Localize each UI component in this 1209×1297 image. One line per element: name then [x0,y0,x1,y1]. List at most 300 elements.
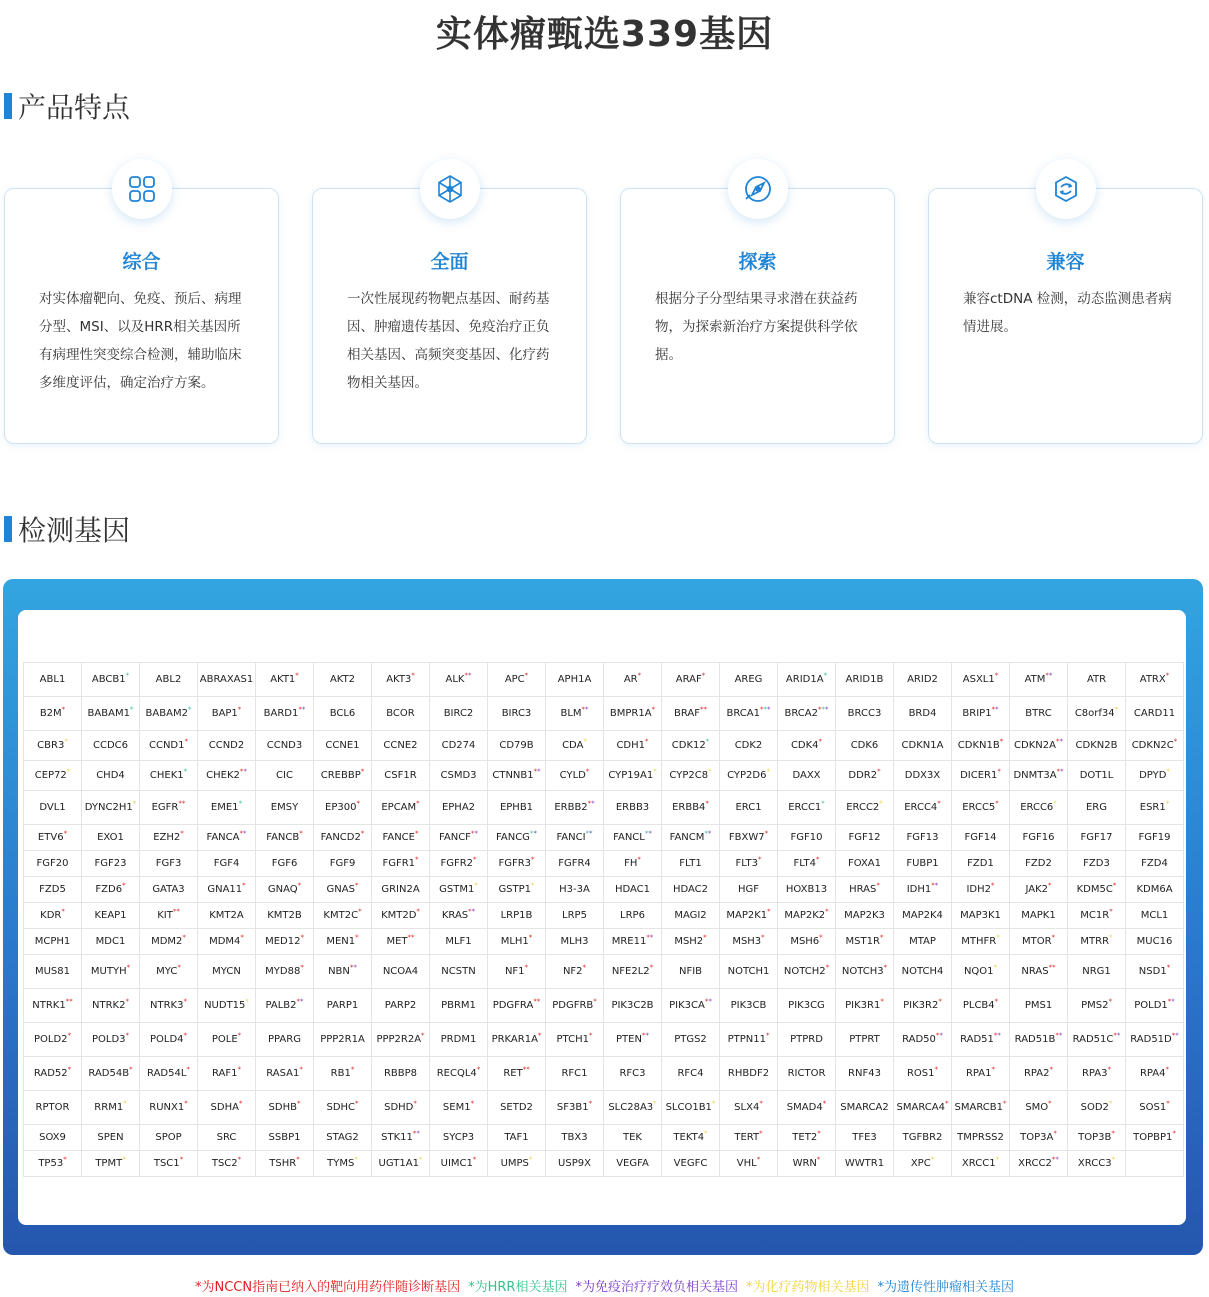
gene-cell [894,761,952,791]
gene-cell [604,989,662,1023]
gene-marker [1112,1156,1116,1164]
gene-marker [589,1032,593,1040]
gene-cell [662,1023,720,1057]
marker-asterisk: * [533,997,537,1006]
gene-cell [1068,989,1126,1023]
marker-asterisk: * [705,799,709,808]
gene-cell [372,1125,430,1151]
gene-name: MCPH1 [34,936,71,947]
gene-name: POLD2 [33,1034,68,1045]
gene-name: NBN [328,966,350,977]
gene-cell [662,697,720,731]
gene-marker [358,908,362,916]
gene-cell [894,731,952,761]
gene-cell [430,929,488,955]
gene-cell [1010,825,1068,851]
gene-cell [546,851,604,877]
gene-name: SSBP1 [268,1132,301,1143]
gene-cell [952,851,1010,877]
gene-cell [836,989,894,1023]
gene-cell [314,1125,372,1151]
gene-marker [239,800,243,808]
gene-name: ERG [1085,802,1107,813]
gene-name: KRAS [441,910,469,921]
gene-marker [477,1066,481,1074]
gene-marker [356,800,360,808]
gene-cell [256,989,314,1023]
gene-cell [430,903,488,929]
marker-asterisk: * [1055,737,1060,746]
gene-name: ARID2 [907,674,938,685]
gene-cell [1126,1125,1184,1151]
gene-cell [778,851,836,877]
marker-asterisk: * [1108,997,1112,1006]
marker-asterisk: * [993,1031,998,1040]
gene-marker [130,706,134,714]
gene-name: TSC2 [211,1158,238,1169]
gene-name: RAD51 [960,1034,994,1045]
marker-asterisk: * [997,1031,1001,1040]
gene-cell [24,761,82,791]
marker-asterisk: * [1048,1099,1052,1108]
gene-marker [642,1032,649,1040]
gene-name: CDKN2A [1014,740,1056,751]
gene-marker [180,830,184,838]
gene-marker [295,672,299,680]
gene-cell [314,1023,372,1057]
gene-name: POLD3 [91,1034,126,1045]
gene-name: FGF4 [213,858,240,869]
gene-marker [586,830,593,838]
gene-name: WWTR1 [844,1158,885,1169]
gene-name: TMPRSS2 [957,1132,1004,1143]
gene-cell [662,877,720,903]
gene-name: PTPRD [790,1034,823,1045]
marker-asterisk: * [470,1099,475,1108]
gene-cell [140,791,198,825]
gene-cell [662,903,720,929]
gene-name: XRCC1 [961,1158,996,1169]
gene-cell [256,1057,314,1091]
gene-name: SPOP [155,1132,182,1143]
gene-cell [430,955,488,989]
gene-name: ABL1 [39,674,66,685]
marker-asterisk: * [524,671,529,680]
gene-row [24,731,1184,761]
gene-cell [372,903,430,929]
gene-cell [546,761,604,791]
gene-name: POLD4 [149,1034,184,1045]
gene-cell [24,955,82,989]
gene-name: GSTP1 [498,884,532,895]
marker-asterisk: * [1165,1065,1170,1074]
gene-cell [836,1091,894,1125]
gene-name: SOS1 [1139,1102,1167,1113]
gene-marker [653,1100,657,1108]
gene-marker [937,800,941,808]
gene-cell [894,903,952,929]
gene-name: DNMT3A [1013,770,1057,781]
gene-cell [778,825,836,851]
gene-marker [127,964,131,972]
gene-name: MAP3K1 [960,910,1001,921]
gene-name: STK11 [381,1132,413,1143]
gene-cell [372,1023,430,1057]
marker-asterisk: * [995,799,999,808]
gene-marker [1167,964,1171,972]
marker-asterisk: * [1053,799,1057,808]
marker-asterisk: * [474,881,478,890]
marker-asterisk: * [1167,997,1172,1006]
gene-cell [720,697,778,731]
gene-name: FZD2 [1025,858,1052,869]
gene-cell [720,1151,778,1177]
gene-marker [421,1032,425,1040]
gene-name: AKT1 [270,674,296,685]
gene-marker [759,1130,763,1138]
gene-cell [1068,825,1126,851]
marker-asterisk: * [176,907,180,916]
gene-cell [82,1091,140,1125]
marker-asterisk: * [653,1099,657,1108]
marker-asterisk: * [1171,1031,1176,1040]
marker-asterisk: * [759,1129,763,1138]
gene-cell [604,697,662,731]
gene-marker [588,800,595,808]
gene-name: FGFR4 [558,858,591,869]
marker-asterisk: * [125,997,129,1006]
gene-cell [952,955,1010,989]
gene-marker [1113,1032,1120,1040]
gene-marker [468,908,475,916]
gene-cell [256,1125,314,1151]
marker-asterisk: * [585,767,590,776]
marker-asterisk: * [414,829,419,838]
marker-asterisk: * [129,1065,133,1074]
gene-cell [198,1125,256,1151]
gene-marker [646,934,653,942]
gene-name: APC [504,674,525,685]
marker-asterisk: * [183,1031,188,1040]
gene-name: FH [624,858,638,869]
gene-name: BRCA2 [784,708,818,719]
gene-marker [1003,1100,1007,1108]
gene-row [24,1151,1184,1177]
gene-name: SOX9 [39,1132,66,1143]
feature-description: 一次性展现药物靶点基因、耐药基因、肿瘤遗传基因、免疫治疗正负相关基因、高频突变基因、化疗药物相关基因。 [347,291,550,391]
gene-name: CDKN1A [901,740,944,751]
legend-item: *为NCCN指南已纳入的靶向用药伴随诊断基因 [195,1280,461,1295]
gene-cell [372,791,430,825]
gene-name: CDK4 [790,740,819,751]
marker-asterisk: * [531,881,535,890]
gene-marker [712,1100,716,1108]
marker-asterisk: * [1109,933,1113,942]
gene-cell [604,851,662,877]
gene-cell [488,1151,546,1177]
gene-marker [995,672,999,680]
marker-asterisk: * [69,997,73,1006]
gene-cell [604,1057,662,1091]
gene-name: MC1R [1080,910,1110,921]
gene-marker [935,1066,939,1074]
gene-name: BABAM1 [87,708,130,719]
marker-asterisk: * [934,1065,939,1074]
gene-name: FANCG [496,832,530,843]
gene-name: FZD6 [95,884,123,895]
gene-marker [1168,998,1175,1006]
gene-cell [894,1091,952,1125]
gene-name: APH1A [557,674,592,685]
gene-name: DDR2 [848,770,878,781]
gene-cell [662,731,720,761]
gene-cell [778,1057,836,1091]
marker-asterisk: * [825,705,829,714]
marker-asterisk: * [821,799,825,808]
gene-name: RFC1 [561,1068,588,1079]
gene-cell [1068,1151,1126,1177]
marker-asterisk: * [637,855,641,864]
marker-asterisk: * [1172,1129,1176,1138]
gene-name: EMSY [270,802,299,813]
gene-cell [198,1023,256,1057]
marker-asterisk: * [1053,1129,1057,1138]
gene-cell [82,903,140,929]
gene-name: KMT2B [267,910,302,921]
gene-name: PTEN [616,1034,642,1045]
gene-name: CD79B [499,740,534,751]
gene-marker [186,1066,190,1074]
gene-marker [1109,908,1113,916]
gene-name: NCSTN [441,966,476,977]
gene-name: EXO1 [97,832,124,843]
gene-marker [355,934,359,942]
gene-name: FGF6 [271,858,298,869]
marker-asterisk: * [645,1031,649,1040]
gene-name: SYCP3 [442,1132,475,1143]
gene-cell [720,1125,778,1151]
marker-asterisk: * [703,933,707,942]
gene-row [24,761,1184,791]
gene-table [23,662,1184,1177]
gene-name: ROS1 [906,1068,935,1079]
marker-asterisk: * [533,767,538,776]
gene-cell [372,929,430,955]
explore-compass-icon [728,159,788,219]
gene-name: MLH1 [500,936,529,947]
gene-name: TEKT4 [673,1132,705,1143]
gene-name: SDHD [384,1102,414,1113]
gene-marker [238,706,242,714]
gene-cell [1010,955,1068,989]
marker-asterisk: * [700,705,704,714]
gene-marker [1166,672,1170,680]
sync-compatible-icon [1036,159,1096,219]
gene-name: NRAS [1021,966,1049,977]
gene-cell [24,903,82,929]
gene-marker [1053,1130,1057,1138]
marker-asterisk: * [651,705,656,714]
gene-marker [824,672,828,680]
gene-name: ERCC6 [1020,802,1054,813]
gene-cell [1010,989,1068,1023]
gene-name: TOP3B [1078,1132,1112,1143]
gene-cell [894,791,952,825]
gene-cell [1126,825,1184,851]
gene-cell [430,989,488,1023]
gene-marker [593,998,597,1006]
gene-name: UMPS [500,1158,529,1169]
gene-marker [1174,738,1178,746]
gene-row [24,1125,1184,1151]
legend-item: *为免疫治疗疗效负相关基因 [575,1280,738,1295]
gene-cell [256,903,314,929]
gene-cell [198,791,256,825]
gene-cell [314,851,372,877]
marker-asterisk: * [243,767,247,776]
gene-marker [876,882,880,890]
gene-cell [836,761,894,791]
gene-name: KMT2D [381,910,417,921]
gene-marker [298,882,302,890]
gene-cell [314,903,372,929]
marker-asterisk: * [360,767,365,776]
gene-cell [256,1023,314,1057]
marker-asterisk: * [1113,1031,1117,1040]
gene-name: FGF10 [790,832,823,843]
gene-cell [836,1125,894,1151]
gene-cell [720,929,778,955]
gene-panel-inner [18,610,1186,1225]
marker-asterisk: * [67,1065,72,1074]
gene-cell [1126,1023,1184,1057]
gene-name: MUTYH [90,966,127,977]
gene-marker [931,1156,935,1164]
marker-asterisk: * [648,829,652,838]
gene-marker [879,800,883,808]
gene-marker [419,1156,423,1164]
gene-marker [938,998,942,1006]
gene-cell [198,731,256,761]
marker-asterisk: * [358,907,362,916]
gene-cell [1068,697,1126,731]
gene-name: FZD3 [1083,858,1110,869]
gene-cell [82,877,140,903]
gene-marker [645,830,652,838]
gene-name: NQO1 [963,966,994,977]
marker-asterisk: * [995,705,999,714]
gene-name: NTRK3 [150,1000,184,1011]
gene-marker [538,1032,542,1040]
marker-asterisk: * [528,933,533,942]
gene-name: VEGFC [673,1158,708,1169]
gene-cell [894,1023,952,1057]
marker-asterisk: * [756,1155,761,1164]
gene-cell [952,1125,1010,1151]
gene-cell [952,903,1010,929]
gene-name: TP53 [38,1158,64,1169]
gene-cell [778,731,836,761]
gene-cell [1010,1023,1068,1057]
marker-asterisk: * [825,963,830,972]
gene-cell [546,989,604,1023]
gene-name: BRD4 [908,708,937,719]
gene-name: CHD4 [96,770,125,781]
gene-name: GRIN2A [381,884,420,895]
gene-cell [24,697,82,731]
gene-cell [24,1151,82,1177]
marker-asterisk: * [589,829,593,838]
gene-cell [140,1091,198,1125]
gene-name: MTOR [1021,936,1052,947]
features-section-heading [4,91,131,124]
gene-cell [198,929,256,955]
marker-asterisk: * [1108,1099,1113,1108]
gene-cell [894,955,952,989]
marker-asterisk: * [996,933,1000,942]
gene-name: PALB2 [265,1000,297,1011]
marker-asterisk: * [1045,671,1049,680]
gene-cell [1126,1091,1184,1125]
gene-name: AR [623,674,638,685]
gene-cell [836,1023,894,1057]
gene-cell [1126,989,1184,1023]
gene-marker [767,908,771,916]
gene-cell [720,1057,778,1091]
gene-name: MAP2K3 [844,910,885,921]
marker-asterisk: * [67,1031,72,1040]
gene-cell [894,851,952,877]
gene-name: FGF20 [36,858,69,869]
gene-name: CYP19A1 [608,770,654,781]
marker-asterisk: * [585,829,590,838]
marker-asterisk: * [238,799,243,808]
gene-name: SF3B1 [556,1102,589,1113]
marker-asterisk: * [1111,1129,1115,1138]
marker-asterisk: * [296,997,301,1006]
gene-cell [82,663,140,697]
marker-asterisk: * [704,1129,708,1138]
gene-row [24,1023,1184,1057]
gene-name: CIC [276,770,293,781]
marker-asterisk: * [296,1155,300,1164]
gene-cell [778,761,836,791]
gene-name: NUDT15 [204,1000,246,1011]
gene-cell [1126,791,1184,825]
marker-asterisk: * [474,829,478,838]
gene-marker [1166,800,1170,808]
marker-asterisk: * [991,705,996,714]
gene-name: PIK3CA [669,1000,705,1011]
marker-asterisk: * [641,1031,646,1040]
gene-cell [314,791,372,825]
feature-card-comprehensive [4,188,279,444]
gene-name: FZD1 [967,858,994,869]
gene-marker [529,1156,533,1164]
gene-cell [1126,697,1184,731]
gene-marker [994,1032,1001,1040]
gene-name: TGFBR2 [902,1132,943,1143]
gene-name: FLT3 [735,858,758,869]
gene-name: FZD5 [39,884,66,895]
gene-name: TOP3A [1020,1132,1054,1143]
gene-cell [82,989,140,1023]
gene-name: NF1 [504,966,525,977]
gene-marker [238,1156,242,1164]
gene-name: VEGFA [616,1158,649,1169]
gene-cell [894,1125,952,1151]
gene-cell [836,1151,894,1177]
